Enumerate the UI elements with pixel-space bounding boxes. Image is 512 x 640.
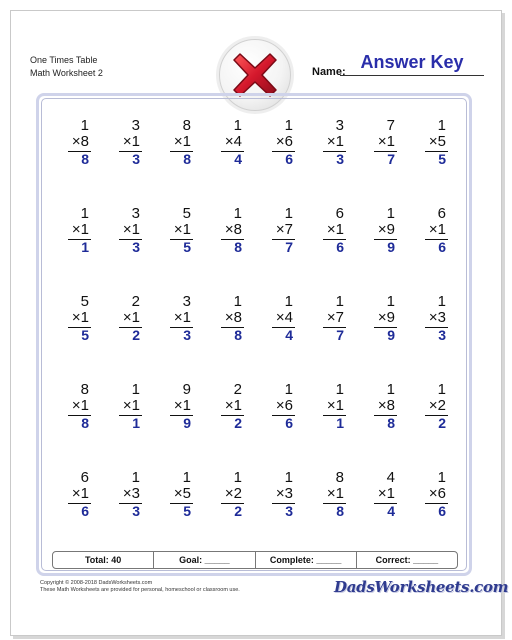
copyright-notice: [40, 580, 240, 594]
problem-answer: 2: [132, 327, 140, 343]
problem-multiplier: ×1: [71, 485, 89, 502]
problem-answer: 6: [81, 503, 89, 519]
correct-field: Correct: _____: [375, 555, 439, 565]
problem-item: [256, 118, 307, 206]
problem-item: [358, 382, 409, 470]
answer-key-title: Answer Key: [360, 52, 464, 72]
problem-multiplicand: 1: [437, 117, 446, 134]
problem-answer: 4: [387, 503, 395, 519]
problem-item: [307, 382, 358, 470]
problem-answer: 3: [132, 503, 140, 519]
problem-multiplier: ×9: [377, 221, 395, 238]
title-line-2: Math Worksheet 2: [30, 68, 103, 78]
problem-multiplier: ×1: [377, 485, 395, 502]
problem-multiplicand: 1: [437, 469, 446, 486]
problem-multiplicand: 8: [182, 117, 191, 134]
problem-answer: 6: [336, 239, 344, 255]
problem-answer: 8: [387, 415, 395, 431]
problem-answer: 8: [336, 503, 344, 519]
problem-item: [409, 382, 460, 470]
problem-multiplier: ×8: [377, 397, 395, 414]
problem-item: [52, 206, 103, 294]
problem-answer: 1: [132, 415, 140, 431]
problem-answer: 3: [132, 239, 140, 255]
problem-multiplier: ×3: [122, 485, 140, 502]
problem-answer: 9: [183, 415, 191, 431]
problem-answer: 6: [438, 503, 446, 519]
problem-multiplicand: 1: [386, 293, 395, 310]
problem-multiplier: ×1: [122, 397, 140, 414]
problem-multiplicand: 7: [386, 117, 395, 134]
problem-multiplier: ×6: [428, 485, 446, 502]
name-line: [340, 75, 484, 76]
problem-answer: 1: [336, 415, 344, 431]
problem-item: [52, 382, 103, 470]
problem-multiplier: ×9: [377, 309, 395, 326]
problem-answer: 5: [183, 239, 191, 255]
problem-item: [205, 470, 256, 558]
problem-multiplier: ×1: [326, 221, 344, 238]
problem-multiplicand: 3: [182, 293, 191, 310]
problem-multiplicand: 1: [182, 469, 191, 486]
problem-item: [154, 118, 205, 206]
problem-multiplier: ×1: [377, 133, 395, 150]
problem-answer: 9: [387, 327, 395, 343]
problem-multiplicand: 1: [284, 293, 293, 310]
problem-item: [103, 118, 154, 206]
problem-answer: 2: [438, 415, 446, 431]
problem-answer: 6: [285, 415, 293, 431]
problem-item: [409, 294, 460, 382]
problem-answer: 3: [183, 327, 191, 343]
problem-item: [358, 470, 409, 558]
problem-multiplier: ×6: [275, 133, 293, 150]
problem-item: [409, 206, 460, 294]
problem-multiplicand: 1: [284, 469, 293, 486]
problem-multiplicand: 4: [386, 469, 395, 486]
problem-item: [154, 294, 205, 382]
brand-logo: DadsWorksheets.com: [334, 578, 509, 596]
problem-multiplier: ×1: [224, 397, 242, 414]
problem-item: [256, 382, 307, 470]
problem-multiplier: ×6: [275, 397, 293, 414]
problem-multiplicand: 1: [233, 205, 242, 222]
problem-multiplier: ×2: [428, 397, 446, 414]
problem-multiplicand: 6: [335, 205, 344, 222]
problem-multiplicand: 2: [131, 293, 140, 310]
copyright-line-2: These Math Worksheets are provided for personal, homeschool or classroom use.: [40, 587, 240, 593]
problem-multiplier: ×5: [173, 485, 191, 502]
problem-answer: 7: [336, 327, 344, 343]
problem-multiplier: ×1: [326, 397, 344, 414]
problem-multiplicand: 1: [284, 205, 293, 222]
worksheet-title: [30, 54, 103, 80]
problem-multiplicand: 1: [437, 293, 446, 310]
problem-multiplicand: 1: [131, 469, 140, 486]
problem-multiplier: ×1: [122, 221, 140, 238]
problem-multiplier: ×3: [275, 485, 293, 502]
problem-multiplier: ×7: [275, 221, 293, 238]
problem-multiplier: ×4: [224, 133, 242, 150]
problem-multiplicand: 1: [233, 293, 242, 310]
problem-item: [409, 118, 460, 206]
copyright-line-1: Copyright © 2008-2018 DadsWorksheets.com: [40, 580, 153, 586]
problem-multiplicand: 3: [131, 117, 140, 134]
complete-field: Complete: _____: [256, 552, 357, 568]
problem-multiplicand: 1: [335, 293, 344, 310]
problem-answer: 9: [387, 239, 395, 255]
problem-item: [358, 118, 409, 206]
problem-multiplier: ×1: [122, 133, 140, 150]
goal-field: Goal: _____: [154, 552, 255, 568]
problem-multiplicand: 1: [335, 381, 344, 398]
problem-multiplier: ×8: [71, 133, 89, 150]
problem-multiplier: ×2: [224, 485, 242, 502]
problem-item: [52, 294, 103, 382]
problem-multiplicand: 1: [386, 381, 395, 398]
problem-multiplier: ×1: [71, 397, 89, 414]
problem-multiplicand: 1: [80, 117, 89, 134]
problem-multiplicand: 1: [284, 117, 293, 134]
problem-multiplicand: 3: [131, 205, 140, 222]
problem-item: [154, 206, 205, 294]
problem-item: [307, 470, 358, 558]
score-bar: [52, 551, 458, 569]
problem-multiplicand: 6: [80, 469, 89, 486]
problem-item: [256, 294, 307, 382]
problem-item: [358, 294, 409, 382]
name-label: Name:: [312, 66, 346, 78]
problem-answer: 6: [438, 239, 446, 255]
problem-multiplicand: 6: [437, 205, 446, 222]
problem-multiplicand: 5: [80, 293, 89, 310]
problem-answer: 4: [234, 151, 242, 167]
problem-multiplier: ×1: [173, 221, 191, 238]
problem-answer: 6: [285, 151, 293, 167]
problem-answer: 4: [285, 327, 293, 343]
problem-multiplier: ×8: [224, 309, 242, 326]
problem-multiplier: ×1: [173, 397, 191, 414]
problem-answer: 3: [132, 151, 140, 167]
problem-multiplicand: 8: [335, 469, 344, 486]
problem-answer: 8: [234, 239, 242, 255]
problem-answer: 3: [336, 151, 344, 167]
problem-multiplicand: 8: [80, 381, 89, 398]
problem-item: [154, 470, 205, 558]
problem-item: [358, 206, 409, 294]
problem-item: [307, 118, 358, 206]
problem-multiplicand: 1: [233, 117, 242, 134]
problem-item: [205, 118, 256, 206]
problem-item: [307, 206, 358, 294]
problem-multiplicand: 1: [80, 205, 89, 222]
problem-item: [256, 206, 307, 294]
problem-item: [52, 470, 103, 558]
problem-item: [205, 382, 256, 470]
problem-item: [256, 470, 307, 558]
problem-answer: 5: [183, 503, 191, 519]
problem-answer: 3: [438, 327, 446, 343]
problem-multiplier: ×5: [428, 133, 446, 150]
problem-multiplicand: 2: [233, 381, 242, 398]
problem-item: [205, 294, 256, 382]
problem-item: [103, 206, 154, 294]
problem-multiplicand: 3: [335, 117, 344, 134]
problem-answer: 2: [234, 503, 242, 519]
problem-item: [154, 382, 205, 470]
problem-multiplier: ×1: [428, 221, 446, 238]
problem-answer: 8: [81, 151, 89, 167]
problem-multiplicand: 5: [182, 205, 191, 222]
problem-answer: 1: [81, 239, 89, 255]
problem-multiplicand: 1: [437, 381, 446, 398]
problem-item: [103, 382, 154, 470]
problem-multiplicand: 1: [233, 469, 242, 486]
problem-answer: 8: [81, 415, 89, 431]
problem-multiplicand: 1: [386, 205, 395, 222]
problem-multiplier: ×1: [326, 133, 344, 150]
problem-answer: 5: [438, 151, 446, 167]
problem-item: [307, 294, 358, 382]
problem-multiplicand: 1: [284, 381, 293, 398]
problem-answer: 7: [387, 151, 395, 167]
problem-multiplier: ×1: [173, 133, 191, 150]
problem-item: [205, 206, 256, 294]
problem-item: [103, 470, 154, 558]
problem-item: [103, 294, 154, 382]
problem-answer: 5: [81, 327, 89, 343]
problem-multiplier: ×8: [224, 221, 242, 238]
problem-multiplier: ×7: [326, 309, 344, 326]
problem-answer: 3: [285, 503, 293, 519]
problem-multiplicand: 9: [182, 381, 191, 398]
problem-item: [52, 118, 103, 206]
problem-answer: 8: [183, 151, 191, 167]
title-line-1: One Times Table: [30, 55, 98, 65]
problem-multiplier: ×1: [326, 485, 344, 502]
problem-multiplier: ×4: [275, 309, 293, 326]
problem-multiplicand: 1: [131, 381, 140, 398]
problem-answer: 2: [234, 415, 242, 431]
problem-multiplier: ×1: [71, 309, 89, 326]
problem-multiplier: ×1: [71, 221, 89, 238]
problem-multiplier: ×1: [122, 309, 140, 326]
problem-answer: 8: [234, 327, 242, 343]
problem-item: [409, 470, 460, 558]
problem-multiplier: ×3: [428, 309, 446, 326]
problem-multiplier: ×1: [173, 309, 191, 326]
problem-grid: [52, 118, 460, 558]
total-count: Total: 40: [53, 552, 154, 568]
problem-answer: 7: [285, 239, 293, 255]
